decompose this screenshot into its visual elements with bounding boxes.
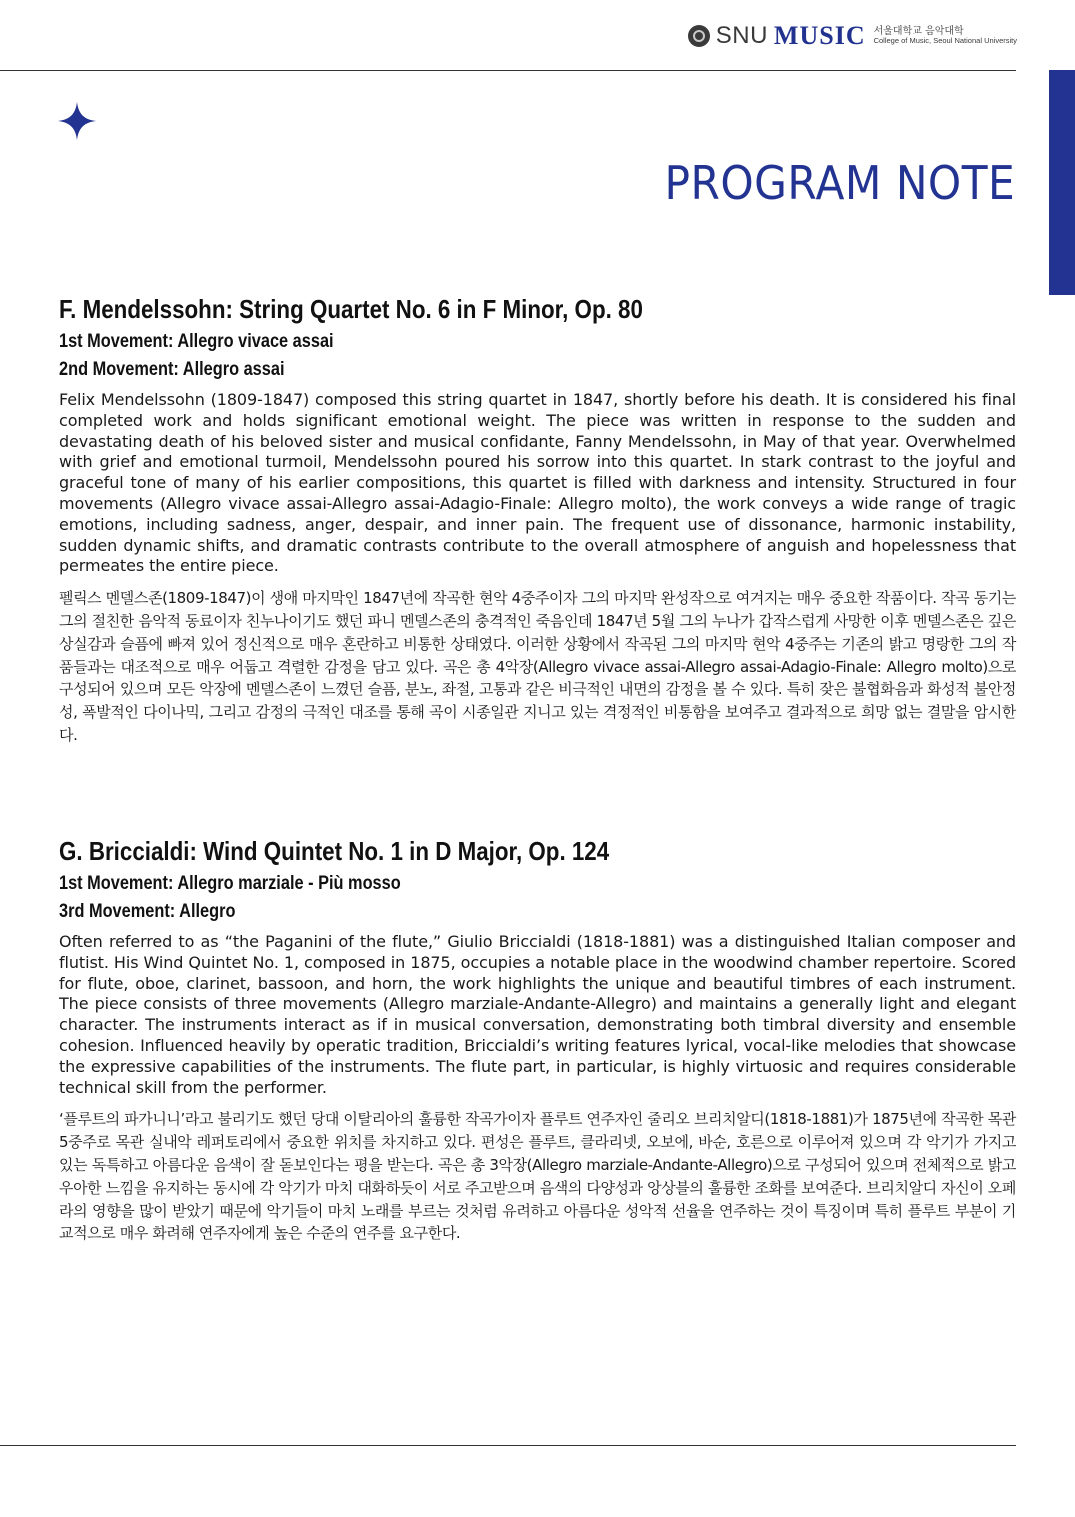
snu-seal-icon [688,25,710,47]
side-tab [1049,70,1075,295]
brand-english: College of Music, Seoul National University [873,36,1017,46]
program-section [59,834,1016,1245]
program-section [59,292,1016,747]
movement-heading: 2nd Movement: Allegro assai [59,359,285,380]
brand-snu: SNU [715,22,768,49]
bottom-divider [0,1445,1016,1446]
four-point-star-icon [58,102,96,140]
piece-title: F. Mendelssohn: String Quartet No. 6 in F Minor, Op. 80 [59,294,643,324]
movement-heading: 1st Movement: Allegro vivace assai [59,331,334,352]
piece-title: G. Briccialdi: Wind Quintet No. 1 in D Major, Op. 124 [59,836,610,866]
english-note: Often referred to as “the Paganini of the flute,” Giulio Briccialdi (1818-1881) was a distinguished Italian composer and flutist. His Wind Quintet No. 1, composed in 1875, occupies a notable place in the woodwind chamber repertoire. Scored for flute, oboe, clarinet, bassoon, and horn, the work highlights the unique and beautiful timbres of each instrument. The piece consists of three movements (Allegro marziale-Andante-Allegro) and maintains a generally light and elegant character. The instruments interact as if in musical conversation, demonstrating both timbral diversity and ensemble cohesion. Influenced heavily by operatic tradition, Briccialdi’s writing features lyrical, vocal-like melodies that showcase the expressive capabilities of the instruments. The flute part, in particular, is highly virtuosic and requires considerable technical skill from the performer. [59,932,1016,1097]
brand-music: MUSIC [773,21,866,50]
english-note: Felix Mendelssohn (1809-1847) composed this string quartet in 1847, shortly before his death. It is considered his final completed work and holds significant emotional weight. The piece was written in response to the sudden and devastating death of his beloved sister and musical confidante, Fanny Mendelssohn, in May of that year. Overwhelmed with grief and emotional turmoil, Mendelssohn poured his sorrow into this quartet. In stark contrast to the joyful and graceful tone of many of his earlier compositions, this quartet is filled with darkness and intensity. Structured in four movements (Allegro vivace assai-Allegro assai-Adagio-Finale: Allegro molto), the work conveys a wide range of tragic emotions, including sadness, anger, despair, and inner pain. The frequent use of dissonance, harmonic instability, sudden dynamic shifts, and dramatic contrasts contribute to the overall atmosphere of anguish and hopelessness that permeates the entire piece. [59,390,1016,576]
brand-korean: 서울대학교 음악대학 [873,25,964,37]
korean-note: ‘플루트의 파가니니’라고 불리기도 했던 당대 이탈리아의 훌륭한 작곡가이자 플루트 연주자인 줄리오 브리치알디(1818-1881)가 1875년에 작곡한 목관 5중주로 목관 실내악 레퍼토리에서 중요한 위치를 차지하고 있다. 편성은 플루트, 클라리넷, 오보에, 바순, 호른으로 이루어져 있으며 각 악기가 가지고 있는 독특하고 아름다운 음색이 잘 돋보인다는 평을 받는다. 곡은 총 3악장(Allegro marziale-Andante-Allegro)으로 구성되어 있으며 전체적으로 밝고 우아한 느낌을 유지하는 동시에 각 악기가 마치 대화하듯이 서로 주고받으며 음색의 다양성과 앙상블의 훌륭한 조화를 보여준다. 브리치알디 자신이 오페라의 영향을 많이 받았기 때문에 악기들이 마치 노래를 부르는 것처럼 유려하고 아름다운 성악적 선율을 연주하는 것이 특징이며 특히 플루트 부분이 기교적으로 매우 화려해 연주자에게 높은 수준의 연주를 요구한다. [59,1110,1016,1243]
movement-heading: 1st Movement: Allegro marziale - Più mosso [59,873,401,894]
brand-subtitle [874,26,1017,46]
movement-heading: 3rd Movement: Allegro [59,901,236,922]
header-logo [688,22,1017,50]
movement-list [59,328,1016,384]
top-divider [0,70,1016,71]
movement-list [59,870,1016,926]
page-title: PROGRAM NOTE [664,156,1015,210]
korean-note: 펠릭스 멘델스존(1809-1847)이 생애 마지막인 1847년에 작곡한 현악 4중주이자 그의 마지막 완성작으로 여겨지는 매우 중요한 작품이다. 작곡 동기는 그의 절친한 음악적 동료이자 친누나이기도 했던 파니 멘델스존의 충격적인 죽음인데 1847년 5월 그의 누나가 갑작스럽게 사망한 이후 멘델스존은 깊은 상실감과 슬픔에 빠져 있어 정신적으로 매우 혼란하고 비통한 상태였다. 이러한 상황에서 작곡된 그의 마지막 현악 4중주는 기존의 밝고 명랑한 그의 작품들과는 대조적으로 매우 어둡고 격렬한 감정을 담고 있다. 곡은 총 4악장(Allegro vivace assai-Allegro assai-Adagio-Finale: Allegro molto)으로 구성되어 있으며 모든 악장에 멘델스존이 느꼈던 슬픔, 분노, 좌절, 고통과 같은 비극적인 내면의 감정을 볼 수 있다. 특히 잦은 불협화음과 화성적 불안정성, 폭발적인 다이나믹, 그리고 감정의 극적인 대조를 통해 곡이 시종일관 지니고 있는 격정적인 비통함을 보여주고 결과적으로 희망 없는 결말을 암시한다. [59,589,1016,744]
